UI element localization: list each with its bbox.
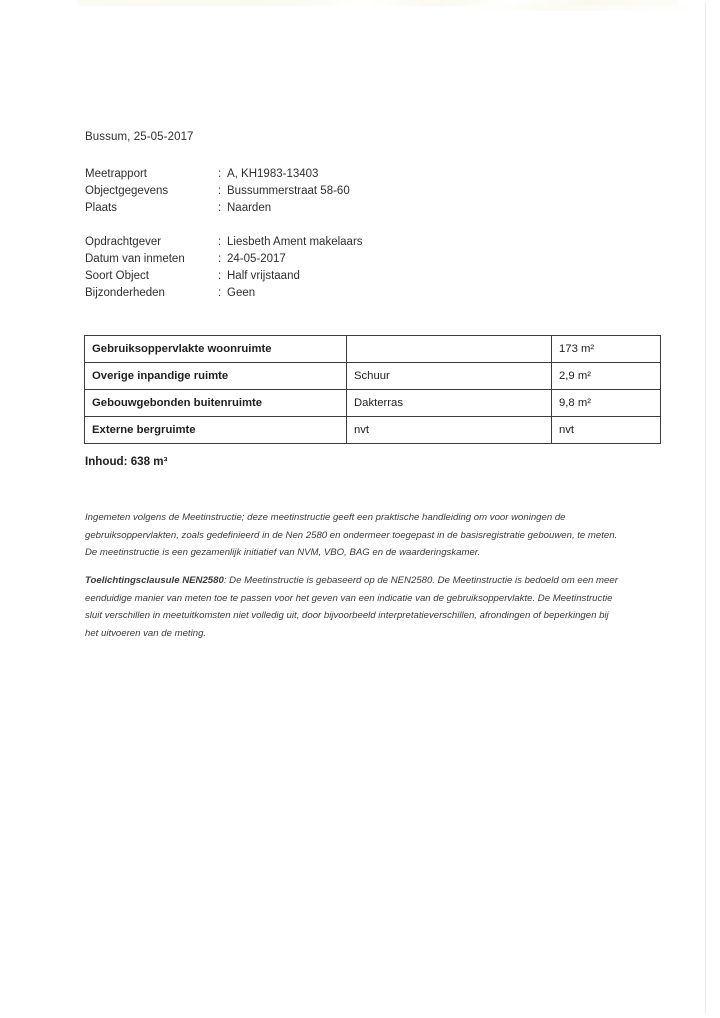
scanner-smudge-top-secondary: [470, 5, 700, 11]
field-separator: :: [218, 202, 222, 214]
field-row: [85, 183, 350, 200]
row-value: 9,8 m²: [552, 390, 661, 417]
measurement-instruction-note: Ingemeten volgens de Meetinstructie; deze meetinstructie geeft een praktische handleiding om voor woningen de gebruiksoppervlakten, zoals gedefinieerd in de Nen 2580 en ondermeer toegepast in de basisregistratie gebouwen, te meten. De meetinstructie is een gezamenlijk initiatief van NVM, VBO, BAG en de waarderingskamer.: [85, 512, 618, 558]
field-separator: :: [218, 287, 222, 299]
row-category: Gebouwgebonden buitenruimte: [85, 390, 347, 417]
table-row: [85, 336, 661, 363]
report-identification-block: [85, 166, 350, 217]
field-label: Plaats: [85, 202, 117, 214]
row-specification: Schuur: [347, 363, 552, 390]
field-separator: :: [218, 185, 222, 197]
field-value: 24-05-2017: [227, 253, 286, 265]
row-category: Gebruiksoppervlakte woonruimte: [85, 336, 347, 363]
field-value: Geen: [227, 287, 256, 299]
field-label: Datum van inmeten: [85, 253, 185, 265]
row-specification: [347, 336, 552, 363]
field-label: Objectgegevens: [85, 185, 169, 197]
table-row: [85, 363, 661, 390]
field-row: [85, 285, 363, 302]
nen2580-clause-note: [85, 572, 622, 642]
field-row: [85, 234, 363, 251]
field-separator: :: [218, 236, 222, 248]
field-row: [85, 166, 350, 183]
row-value: 2,9 m²: [552, 363, 661, 390]
assignment-details-block: [85, 234, 363, 302]
volume-line: Inhoud: 638 m³: [85, 455, 168, 468]
location-and-date: Bussum, 25-05-2017: [85, 131, 194, 143]
nen2580-clause-body: : De Meetinstructie is gebaseerd op de NEN2580. De Meetinstructie is bedoeld om een meer eenduidige manier van meten toe te passen voor het geven van een indicatie van de gebruiksoppervlakte. De Meetinstructie sluit verschillen in meetuitkomsten niet volledig uit, door bijvoorbeeld interpretatieverschillen, afrondingen of beperkingen bij het uitvoeren van de meting.: [85, 575, 618, 639]
field-value: Bussummerstraat 58-60: [227, 185, 350, 197]
field-value: Liesbeth Ament makelaars: [227, 236, 363, 248]
table-row: [85, 417, 661, 444]
field-separator: :: [218, 253, 222, 265]
field-row: [85, 268, 363, 285]
nen2580-clause-heading: Toelichtingsclausule NEN2580: [85, 575, 224, 586]
row-value: 173 m²: [552, 336, 661, 363]
field-separator: :: [218, 168, 222, 180]
surface-area-table: [84, 335, 661, 444]
row-specification: Dakterras: [347, 390, 552, 417]
field-separator: :: [218, 270, 222, 282]
row-specification: nvt: [347, 417, 552, 444]
field-label: Bijzonderheden: [85, 287, 165, 299]
field-label: Opdrachtgever: [85, 236, 162, 248]
field-value: A, KH1983-13403: [227, 168, 319, 180]
field-value: Naarden: [227, 202, 272, 214]
scanner-smudge-top: [78, 0, 678, 6]
row-category: Overige inpandige ruimte: [85, 363, 347, 390]
field-value: Half vrijstaand: [227, 270, 300, 282]
field-label: Meetrapport: [85, 168, 148, 180]
row-value: nvt: [552, 417, 661, 444]
scanner-edge-line-right: [705, 2, 706, 1014]
field-row: [85, 200, 350, 217]
table-row: [85, 390, 661, 417]
field-label: Soort Object: [85, 270, 149, 282]
row-category: Externe bergruimte: [85, 417, 347, 444]
field-row: [85, 251, 363, 268]
